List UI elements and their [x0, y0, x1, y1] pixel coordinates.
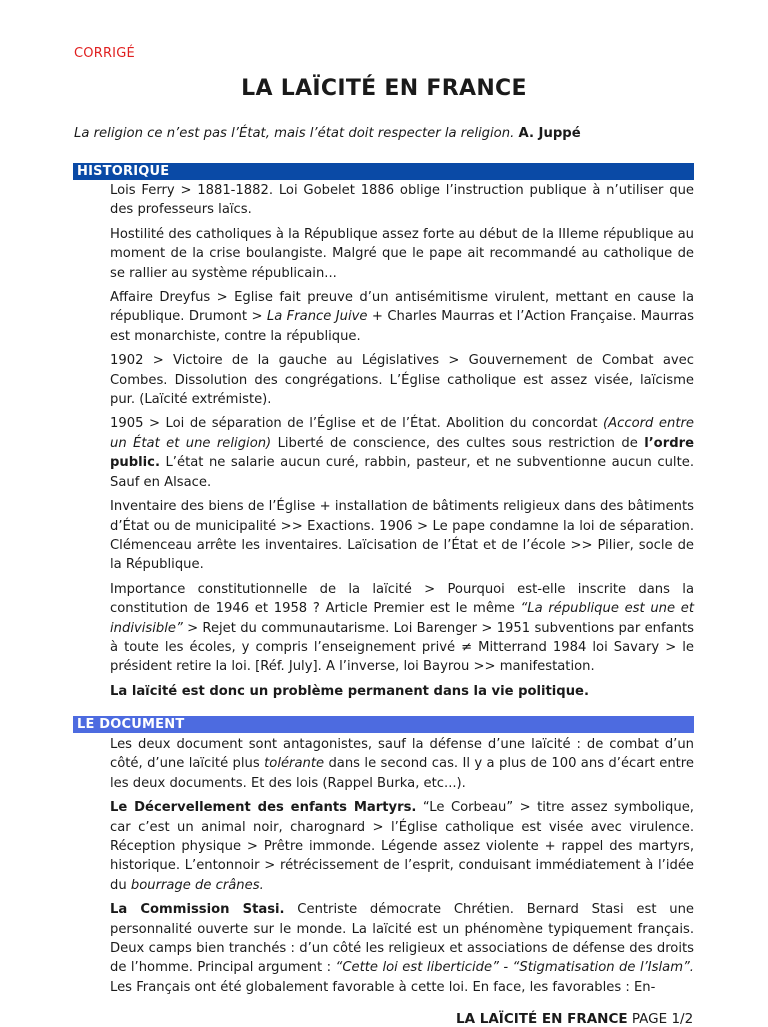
page-footer — [456, 1011, 693, 1027]
epigraph-quote: La religion ce n’est pas l’État, mais l’état doit respecter la religion. — [74, 126, 515, 141]
section-document-body — [110, 735, 694, 1002]
paragraph: Hostilité des catholiques à la République assez forte au début de la IIIeme république au moment de la crise boulangiste. Malgré que le pape ait recommandé au catholique de se rallier au système républicain... — [110, 226, 694, 281]
paragraph-conclusion: La laïcité est donc un problème permanent dans la vie politique. — [110, 683, 589, 699]
paragraph: La Commission Stasi. Centriste démocrate Chrétien. Bernard Stasi est une personnalité ouverte sur le monde. La laïcité est un phénomène typiquement français. Deux camps bien tranchés : d’un côté les religieux et associations de défense des droits de l’homme. Principal argument : “Cette loi est liberticide” - “Stigmatisation de l’Islam”. Les Français ont été globalement favorable à cette loi. En face, les favorables : En- — [110, 902, 694, 995]
corrige-label: CORRIGÉ — [74, 46, 135, 61]
page-title: LA LAÏCITÉ EN FRANCE — [241, 76, 527, 101]
section-heading-historique: HISTORIQUE — [73, 163, 694, 180]
paragraph: Le Décervellement des enfants Martyrs. “Le Corbeau” > titre assez symbolique, car c’est un animal noir, charognard > l’Église catholique est visée avec virulence. Réception physique > Prêtre immonde. Légende assez violente + rappel des martyrs, historique. L’entonnoir > rétrécissement de l’esprit, conduisant immédiatement à l’idée du bourrage de crânes. — [110, 800, 694, 893]
footer-title: LA LAÏCITÉ EN FRANCE — [456, 1011, 628, 1027]
section-historique-body — [110, 181, 694, 706]
paragraph: 1902 > Victoire de la gauche au Législatives > Gouvernement de Combat avec Combes. Dissolution des congrégations. L’Église catholique est assez visée, laïcisme pur. (Laïcité extrémiste). — [110, 353, 694, 408]
paragraph: Inventaire des biens de l’Église + installation de bâtiments religieux dans des bâtiments d’État ou de municipalité >> Exactions. 1906 > Le pape condamne la loi de séparation. Clémenceau arrête les inventaires. Laïcisation de l’État et de l’école >> Pilier, socle de la République. — [110, 499, 694, 573]
paragraph: Les deux document sont antagonistes, sauf la défense d’une laïcité : de combat d’un côté, d’une laïcité plus tolérante dans le second cas. Il y a plus de 100 ans d’écart entre les deux documents. Et des lois (Rappel Burka, etc...). — [110, 737, 695, 791]
epigraph-author: A. Juppé — [518, 126, 581, 141]
paragraph: Affaire Dreyfus > Eglise fait preuve d’un antisémitisme virulent, mettant en cause la république. Drumont > La France Juive + Charles Maurras et l’Action Française. Maurras est monarchiste, contre la république. — [110, 290, 695, 344]
paragraph: Lois Ferry > 1881-1882. Loi Gobelet 1886 oblige l’instruction publique à n’utiliser que des professeurs laïcs. — [110, 183, 694, 218]
epigraph — [74, 126, 581, 141]
section-heading-document: LE DOCUMENT — [73, 716, 694, 733]
page-number: PAGE 1/2 — [631, 1011, 694, 1027]
paragraph: Importance constitutionnelle de la laïcité > Pourquoi est-elle inscrite dans la constitution de 1946 et 1958 ? Article Premier est le même “La république est une et indivisible” > Rejet du communautarisme. Loi Barenger > 1951 subventions par enfants à toute les écoles, y compris l’enseignement privé ≠ Mitterrand 1984 loi Savary > le président retire la loi. [Réf. July]. A l’inverse, loi Bayrou >> manifestation. — [110, 581, 695, 675]
paragraph: 1905 > Loi de séparation de l’Église et de l’État. Abolition du concordat (Accord entre un État et une religion) Liberté de conscience, des cultes sous restriction de l’ordre public. L’état ne salarie aucun curé, rabbin, pasteur, et ne subventionne aucun culte. Sauf en Alsace. — [110, 416, 694, 490]
